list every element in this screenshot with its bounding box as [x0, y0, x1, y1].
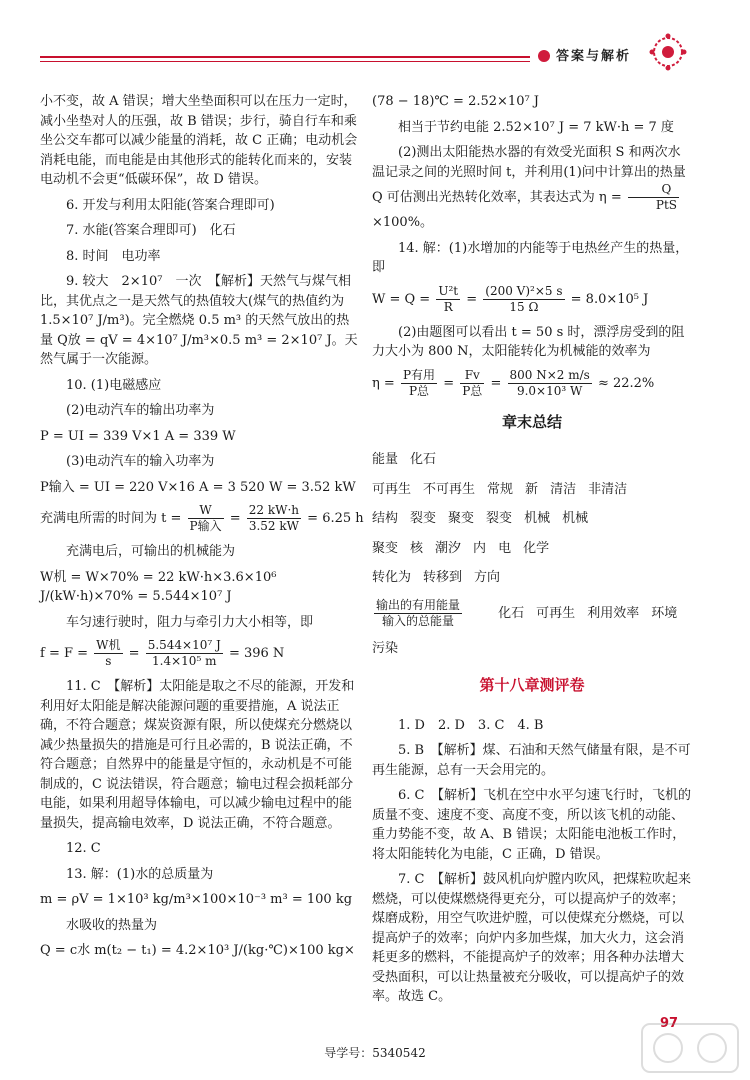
- summary-word: 转移到: [423, 570, 463, 585]
- page-number: 97: [660, 1016, 679, 1031]
- denominator: 15 Ω: [509, 299, 539, 314]
- eq-result: = 8.0×10⁵ J: [570, 291, 649, 307]
- equation-work: [372, 284, 692, 315]
- answer-14: 14. 解：(1)水增加的内能等于电热丝产生的热量，即: [372, 240, 689, 275]
- mech-intro: 充满电后，可输出的机械能为: [66, 544, 236, 559]
- summary-word: 聚变: [448, 511, 475, 526]
- denominator: P输入: [189, 519, 222, 533]
- header-title: 答案与解析: [556, 49, 632, 64]
- summary-word: 聚变: [372, 540, 399, 556]
- answer-12: 12. C: [66, 841, 101, 856]
- fraction: [146, 638, 223, 669]
- equation-mass: m = ρV = 1×10³ kg/m³×100×10⁻³ m³ = 100 kg: [40, 892, 353, 907]
- heat-text: 水吸收的热量为: [66, 917, 158, 933]
- fraction: [508, 368, 592, 399]
- denominator: R: [443, 299, 453, 314]
- left-column: [40, 92, 364, 967]
- equation-heat: Q = c水 m(t₂ − t₁) = 4.2×10³ J/(kg·℃)×100 kg×: [40, 943, 355, 958]
- denominator: PtS: [655, 198, 678, 212]
- summary-row-7: [372, 639, 692, 659]
- numerator: 22 kW·h: [248, 503, 300, 517]
- numerator: 5.544×10⁷ J: [147, 638, 221, 652]
- summary-word: 环境: [651, 605, 678, 621]
- summary-row-1: [372, 450, 692, 470]
- numerator: W机: [96, 638, 121, 652]
- summary-row-6: [372, 598, 692, 629]
- answer-10-2: (2)电动汽车的输出功率为: [66, 403, 215, 418]
- energy-saved: 相当于节约电能 2.52×10⁷ J = 7 kW·h = 7 度: [398, 119, 674, 135]
- answer-paragraph: 小不变，故 A 错误；增大坐垫面积可以在压力一定时，减小坐垫对人的压强，故 B 错误；步行，骑自行车和乘坐公交车都可以减少能量的消耗，故 C 正确；电动机会消耗电能，而电能是由其他形式的能转化而来的，安装电动机不会更“低碳环保”，故 D 错误。: [40, 94, 358, 187]
- summary-word: 新: [525, 481, 539, 497]
- summary-word: 非清洁: [588, 481, 628, 497]
- summary-word: 化石: [410, 452, 437, 467]
- summary-word: 化学: [523, 540, 550, 556]
- numerator: P有用: [402, 367, 436, 382]
- eq-result: = 396 N: [228, 646, 285, 661]
- equation-heat-cont: (78 − 18)℃ = 2.52×10⁷ J: [372, 94, 540, 109]
- numerator: W: [188, 503, 224, 519]
- numerator: Q: [628, 182, 679, 198]
- summary-word: 内: [473, 540, 487, 556]
- answer-14-2: (2)由题图可以看出 t = 50 s 时，漂浮房受到的阻力大小为 800 N，太阳能转化为机械能的效率为: [372, 324, 685, 359]
- answer-13: 13. 解：(1)水的总质量为: [66, 866, 214, 882]
- right-column: [372, 92, 692, 1013]
- uniform-text: 车匀速行驶时，阻力与牵引力大小相等，即: [66, 614, 314, 630]
- test-answer-7: 7. C 【解析】鼓风机向炉膛内吹风，把煤粒吹起来燃烧，可以使煤燃烧得更充分，可以提高炉子的效率；煤磨成粉，用空气吹进炉膛，可以使煤充分燃烧，可以提高炉子的效率；向炉内多加些煤，加大火力，这会消耗更多的燃料，不能提高炉子的效率；用各种办法增大受热面积，可以让热量被充分吸收，可以提高炉子的效率。故选 C。: [372, 872, 691, 1004]
- summary-word: 裂变: [486, 511, 513, 526]
- fraction: [247, 503, 301, 534]
- eq-label: f = F =: [40, 646, 89, 661]
- summary-word: 机械: [562, 511, 589, 526]
- fraction: [401, 368, 437, 399]
- eq-result: = 6.25 h: [307, 511, 364, 526]
- fraction: [94, 638, 122, 669]
- denominator: 输入的总能量: [382, 613, 455, 628]
- summary-word: 利用效率: [587, 605, 640, 621]
- header-bullet-icon: [538, 50, 550, 62]
- summary-word: 清洁: [550, 481, 577, 497]
- test-title: 第十八章测评卷: [479, 676, 585, 694]
- summary-word: 方向: [474, 570, 501, 585]
- summary-row-5: [372, 568, 692, 588]
- summary-word: 可再生: [536, 605, 576, 621]
- page-header: [0, 0, 750, 80]
- fraction: [436, 284, 460, 315]
- numerator: Fv: [460, 368, 484, 384]
- fraction: [628, 182, 679, 213]
- denominator: P总: [408, 383, 430, 398]
- eq-sign: =: [490, 375, 502, 391]
- numerator: (200 V)²×5 s: [485, 283, 563, 298]
- summary-word: 化石: [498, 605, 525, 621]
- eq-sign: =: [443, 375, 455, 391]
- answer-10-3: (3)电动汽车的输入功率为: [66, 454, 215, 469]
- denominator: 9.0×10³ W: [516, 383, 583, 398]
- flower-logo-icon: [646, 30, 690, 74]
- denominator: 1.4×10⁵ m: [152, 654, 217, 668]
- numerator: U²t: [438, 283, 459, 298]
- answer-8: 8. 时间 电功率: [66, 248, 161, 264]
- eq-label: W = Q =: [372, 291, 431, 307]
- footer-code: 导学号：5340542: [324, 1046, 426, 1060]
- eq-label: 充满电所需的时间为 t =: [40, 511, 182, 526]
- equation-power: P = UI = 339 V×1 A = 339 W: [40, 428, 236, 444]
- summary-title: 章末总结: [501, 412, 562, 431]
- summary-word: 机械: [524, 511, 551, 526]
- eq-sign: =: [466, 291, 478, 307]
- fraction: [483, 284, 564, 315]
- header-rule-thin: [40, 61, 530, 62]
- test-answer-5: 5. B 【解析】煤、石油和天然气储量有限，是不可再生能源，总有一天会用完的。: [372, 743, 691, 778]
- answer-6: 6. 开发与利用太阳能(答案合理即可): [66, 197, 275, 213]
- summary-word: 能量: [372, 452, 399, 467]
- header-rule: [40, 56, 530, 58]
- test-answers-1-4: 1. D 2. D 3. C 4. B: [398, 717, 544, 733]
- denominator: P总: [462, 383, 483, 398]
- eq-result: ×100%。: [372, 215, 434, 230]
- summary-word: 潮汐: [435, 540, 462, 556]
- summary-word: 结构: [372, 511, 399, 526]
- numerator: 800 N×2 m/s: [509, 367, 590, 382]
- answer-13-2-text: (2)测出太阳能热水器的有效受光面积 S 和两次水温记录之间的光照时间 t，并利用(1)问中计算出的热量 Q 可估测出光热转化效率，其表达式为 η =: [372, 145, 686, 205]
- denominator: 3.52 kW: [248, 519, 299, 533]
- summary-word: 裂变: [410, 511, 437, 526]
- summary-word: 不可再生: [423, 481, 476, 497]
- numerator: 输出的有用能量: [376, 597, 461, 612]
- answer-9: 9. 较大 2×10⁷ 一次 【解析】天然气与煤气相比，其优点之一是天然气的热值较大(煤气的热值约为 1.5×10⁷ J/m³)。完全燃烧 0.5 m³ 的天然气放出的热量 Q放 = qV = 4×10⁷ J/m³×0.5 m³ = 2×10⁷ J。天然气属于一次能源。: [40, 274, 358, 367]
- summary-word: 可再生: [372, 481, 412, 497]
- eq-result: ≈ 22.2%: [597, 375, 655, 391]
- fraction: [374, 598, 474, 629]
- summary-word: 常规: [487, 481, 514, 497]
- summary-word: 污染: [372, 640, 399, 656]
- fraction: [188, 503, 224, 534]
- eq-sign: =: [128, 646, 140, 661]
- summary-word: 核: [410, 540, 424, 556]
- summary-row-4: [372, 539, 692, 559]
- denominator: s: [105, 654, 112, 668]
- fraction: [460, 368, 484, 399]
- eq-label: η =: [372, 375, 395, 391]
- answer-13-2: [372, 143, 692, 233]
- summary-word: 转化为: [372, 570, 412, 585]
- answer-10-1: 10. (1)电磁感应: [66, 377, 162, 393]
- equation-charge-time: [40, 503, 364, 534]
- summary-word: 电: [498, 540, 512, 556]
- answer-11: 11. C 【解析】太阳能是取之不尽的能源，开发和利用好太阳能是解决能源问题的重要措施，A 说法正确，不符合题意；煤炭资源有限，所以使煤充分燃烧以减少热量损失的措施是可行且必需的，B 说法正确，不符合题意；自然界中的能量是守恒的，永动机是不可能制成的，C 说法错误，符合题意；输电过程会损耗部分电能，如果利用超导体输电，可以减少输电过程中的能量损失，提高输电效率，D 说法正确，不符合题意。: [40, 679, 355, 831]
- eq-sign: =: [229, 511, 241, 526]
- equation-efficiency: [372, 368, 692, 399]
- summary-row-2: [372, 480, 692, 500]
- answer-7: 7. 水能(答案合理即可) 化石: [66, 223, 236, 238]
- equation-input-power: P输入 = UI = 220 V×16 A = 3 520 W = 3.52 kW: [40, 479, 356, 495]
- test-answer-6: 6. C 【解析】飞机在空中水平匀速飞行时，飞机的质量不变、速度不变、高度不变，所以该飞机的动能、重力势能不变，故 A、B 错误；太阳能电池板工作时，将太阳能转化为电能，C 正确，D 错误。: [372, 788, 691, 862]
- summary-row-3: [372, 509, 692, 529]
- equation-force: [40, 638, 358, 669]
- equation-mech-energy: W机 = W×70% = 22 kW·h×3.6×10⁶ J/(kW·h)×70% = 5.544×10⁷ J: [40, 569, 277, 604]
